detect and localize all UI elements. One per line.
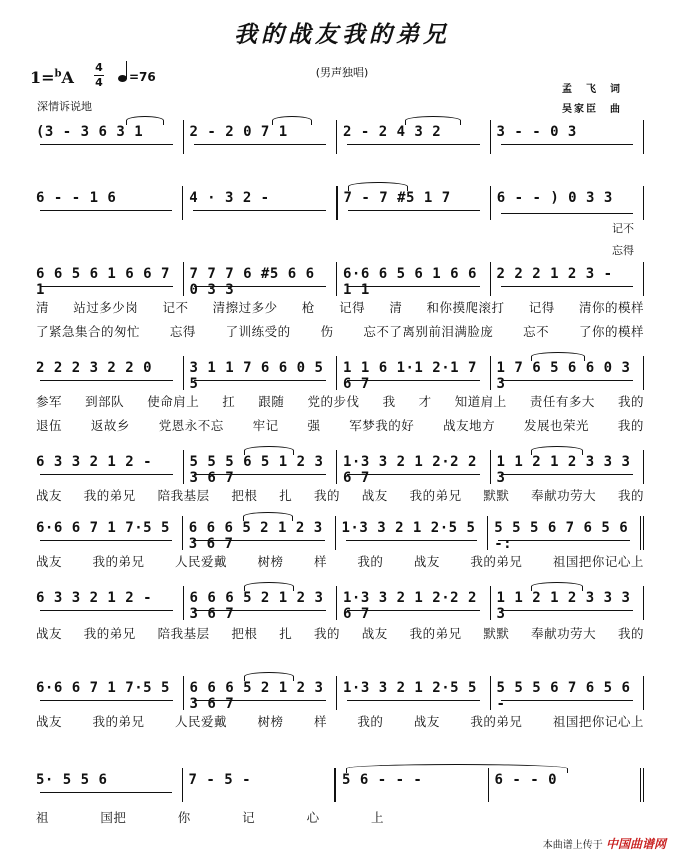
measure: 1·3 3 2 1 2·2 2 6 7 [337, 586, 491, 620]
measure: 6 - - ) 0 3 3 [491, 186, 644, 220]
composer-credit: 吴家臣 曲 [562, 104, 622, 115]
footer-text: 本曲谱上传于 [542, 840, 603, 851]
performance-note: (男声独唱) [315, 66, 369, 79]
tempo-value: =76 [129, 70, 156, 84]
lyric-side-2: 忘得 [612, 244, 634, 257]
measure: 7 - 5 - [183, 768, 336, 802]
measure: 6 3 3 2 1 2 - [30, 450, 184, 484]
measure: 1 7 6 5 6 6 0 3 3 [491, 356, 645, 390]
system-7 [0, 586, 684, 620]
system-1 [0, 120, 684, 154]
time-signature [94, 62, 104, 89]
system-9 [0, 768, 684, 802]
measure: 6 3 3 2 1 2 - [30, 586, 184, 620]
measure: 6·6 6 7 1 7·5 5 [30, 516, 183, 550]
footer-credit [543, 835, 666, 852]
measure: 6 - - 0 [489, 768, 645, 802]
song-title: 我的战友我的弟兄 [234, 21, 450, 48]
measure: 1 1 6 1·1 2·1 7 6 7 [337, 356, 491, 390]
measure: 5 5 5 6 5 1 2 3 3 6 7 [184, 450, 338, 484]
system-4 [0, 356, 684, 390]
measure: 6 6 6 5 2 1 2 3 3 6 7 [184, 586, 338, 620]
measure: 4 · 3 2 - [183, 186, 336, 220]
measure: 7 - 7 #5 1 7 [337, 186, 491, 220]
measure: 6 - - 1 6 [30, 186, 183, 220]
lyric-line: 祖 国把 你 记 心 上 [36, 810, 384, 825]
lyric-line: 退伍 返故乡 党恩永不忘 牢记 强 军梦我的好 战友地方 发展也荣光 我的 [36, 418, 644, 433]
measure: 2 2 2 1 2 3 - [491, 262, 645, 296]
measure: 2 - 2 0 7 1 [184, 120, 338, 154]
measure: 6·6 6 5 6 1 6 6 1 1 [337, 262, 491, 296]
lyric-line: 战友 我的弟兄 陪我基层 把根 扎 我的 战友 我的弟兄 默默 奉献功劳大 我的 [36, 626, 644, 641]
measure: 5 5 5 6 7 6 5 6 - [491, 676, 645, 710]
measure: 1·3 3 2 1 2·5 5 [336, 516, 489, 550]
measure: 6 6 6 5 2 1 2 3 3 6 7 [183, 516, 336, 550]
lyric-line: 清 站过多少岗 记不 清擦过多少 枪 记得 清 和你摸爬滚打 记得 清你的模样 [36, 300, 644, 315]
credits [562, 80, 622, 120]
key-label: 1= [30, 68, 55, 87]
lyric-line: 战友 我的弟兄 陪我基层 把根 扎 我的 战友 我的弟兄 默默 奉献功劳大 我的 [36, 488, 644, 503]
quarter-note-icon [118, 75, 127, 82]
measure: 1 1 2 1 2 3 3 3 3 [491, 586, 645, 620]
site-logo[interactable]: 中国曲谱网 [605, 837, 666, 851]
measure: 6·6 6 7 1 7·5 5 [30, 676, 184, 710]
time-sig-top: 4 [95, 61, 103, 74]
measure: 7 7 7 6 #5 6 6 0 3 3 [184, 262, 338, 296]
system-8 [0, 676, 684, 710]
lyric-side-1: 记不 [612, 222, 634, 235]
expression-marking: 深情诉说地 [37, 100, 92, 113]
measure: 5· 5 5 6 [30, 768, 183, 802]
key-signature [30, 68, 74, 87]
measure: 1·3 3 2 1 2·5 5 [337, 676, 491, 710]
key-note: A [61, 68, 74, 87]
measure: 2 - 2 4 3 2 [337, 120, 491, 154]
system-2 [0, 186, 684, 220]
flat-sign: b [54, 68, 62, 80]
measure: 5 6 - - - [335, 768, 489, 802]
system-6 [0, 516, 684, 550]
lyric-line: 了紧急集合的匆忙 忘得 了训练受的 伤 忘不了离别前泪满脸庞 忘不 了你的模样 [36, 324, 644, 339]
measure: 6 6 6 5 2 1 2 3 3 6 7 [184, 676, 338, 710]
measure: 1 1 2 1 2 3 3 3 3 [491, 450, 645, 484]
measure: (3 - 3 6 3 1 [30, 120, 184, 154]
system-5 [0, 450, 684, 484]
measure: 2 2 2 3 2 2 0 [30, 356, 184, 390]
measure: 3 1 1 7 6 6 0 5 5 [184, 356, 338, 390]
lyric-line: 参军 到部队 使命肩上 扛 跟随 党的步伐 我 才 知道肩上 责任有多大 我的 [36, 394, 644, 409]
lyricist-credit: 孟 飞 词 [562, 84, 622, 95]
measure: 5 5 5 6 7 6 5 6 -: [488, 516, 644, 550]
lyric-line: 战友 我的弟兄 人民爱戴 树榜 样 我的 战友 我的弟兄 祖国把你记心上 [36, 554, 644, 569]
system-3 [0, 262, 684, 296]
measure: 3 - - 0 3 [491, 120, 645, 154]
tempo-marking [118, 70, 156, 84]
measure: 1·3 3 2 1 2·2 2 6 7 [337, 450, 491, 484]
lyric-line: 战友 我的弟兄 人民爱戴 树榜 样 我的 战友 我的弟兄 祖国把你记心上 [36, 714, 644, 729]
measure: 6 6 5 6 1 6 6 7 1 [30, 262, 184, 296]
time-sig-bottom: 4 [95, 76, 103, 89]
